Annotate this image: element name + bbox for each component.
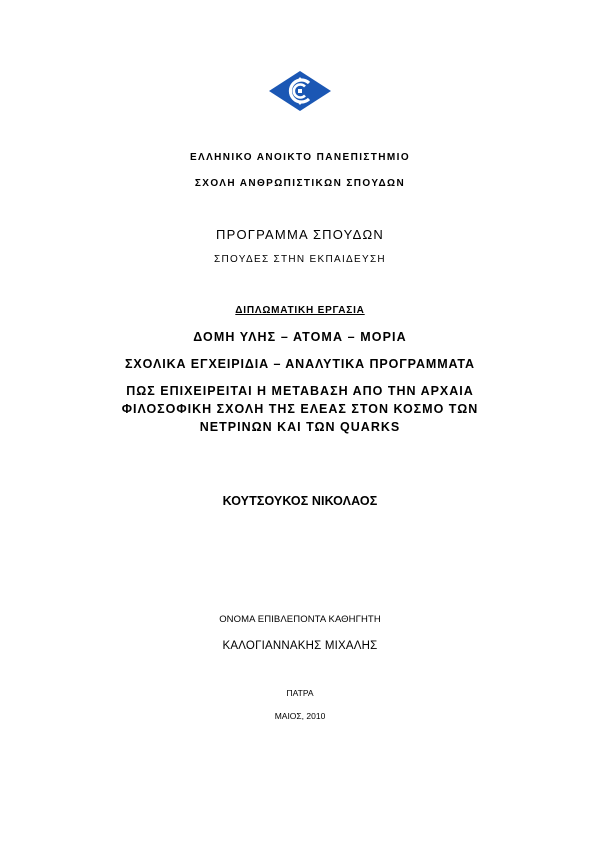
supervisor-name: ΚΑΛΟΓΙΑΝΝΑΚΗΣ ΜΙΧΑΛΗΣ [222, 640, 378, 652]
city: ΠΑΤΡΑ [286, 688, 314, 698]
university-logo-icon [269, 71, 331, 111]
author-name: ΚΟΥΤΣΟΥΚΟΣ ΝΙΚΟΛΑΟΣ [222, 494, 378, 508]
thesis-label: ΔΙΠΛΩΜΑΤΙΚΗ ΕΡΓΑΣΙΑ [235, 305, 365, 316]
program-heading: ΠΡΟΓΡΑΜΜΑ ΣΠΟΥΔΩΝ [216, 227, 384, 242]
supervisor-label: ΟΝΟΜΑ ΕΠΙΒΛΕΠΟΝΤΑ ΚΑΘΗΓΗΤΗ [219, 614, 381, 625]
thesis-title-line-5: ΝΕΤΡΙΝΩΝ ΚΑΙ ΤΩΝ QUARKS [199, 420, 401, 434]
thesis-title-line-2: ΣΧΟΛΙΚΑ ΕΓΧΕΙΡΙΔΙΑ – ΑΝΑΛΥΤΙΚΑ ΠΡΟΓΡΑΜΜΑΤΑ [125, 357, 475, 371]
school-name: ΣΧΟΛΗ ΑΝΘΡΩΠΙΣΤΙΚΩΝ ΣΠΟΥΔΩΝ [194, 178, 406, 189]
date: ΜΑΙΟΣ, 2010 [274, 711, 326, 721]
program-name: ΣΠΟΥΔΕΣ ΣΤΗΝ ΕΚΠΑΙΔΕΥΣΗ [214, 254, 386, 265]
thesis-title-line-1: ΔΟΜΗ ΥΛΗΣ – ΑΤΟΜΑ – ΜΟΡΙΑ [193, 330, 407, 344]
thesis-title-line-3: ΠΩΣ ΕΠΙΧΕΙΡΕΙΤΑΙ Η ΜΕΤΑΒΑΣΗ ΑΠΟ ΤΗΝ ΑΡΧΑΙΑ [126, 384, 474, 398]
university-name: ΕΛΛΗΝΙΚΟ ΑΝΟΙΚΤΟ ΠΑΝΕΠΙΣΤΗΜΙΟ [189, 152, 411, 163]
thesis-title-line-4: ΦΙΛΟΣΟΦΙΚΗ ΣΧΟΛΗ ΤΗΣ ΕΛΕΑΣ ΣΤΟΝ ΚΟΣΜΟ ΤΩΝ [121, 402, 479, 416]
